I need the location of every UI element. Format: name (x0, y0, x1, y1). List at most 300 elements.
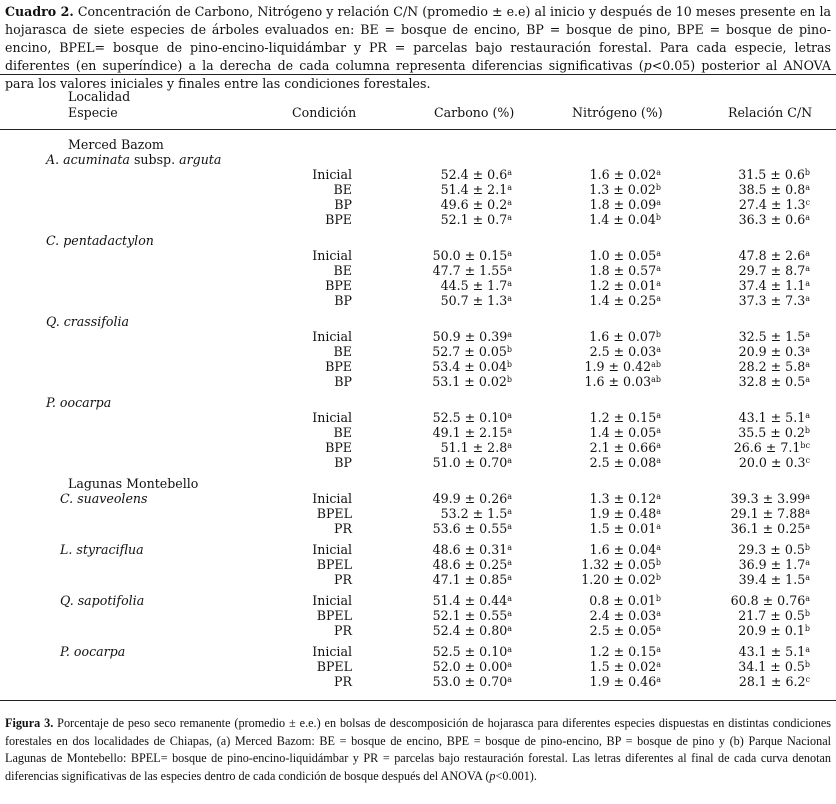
nitrogeno-cell-letter: a (656, 660, 661, 669)
caption-text-end: <0.05) posterior al ANOVA para los valores iniciales y finales entre las condiciones forestales. (5, 58, 832, 91)
relacion-cell-letter: a (805, 183, 810, 192)
carbono-cell-value: 51.1 ± 2.8 (440, 440, 508, 455)
carbono-cell-value: 51.0 ± 0.70 (432, 455, 508, 470)
carbono-cell (433, 521, 512, 537)
carbono-cell-value: 44.5 ± 1.7 (440, 278, 508, 293)
nitrogeno-cell-letter: a (656, 624, 661, 633)
species-suffix-italic: arguta (179, 152, 222, 167)
relacion-cell (739, 374, 810, 390)
nitrogeno-cell-letter: a (656, 507, 661, 516)
relacion-cell (738, 542, 810, 558)
location-label: Lagunas Montebello (68, 476, 199, 491)
condition-cell: BP (334, 197, 352, 212)
nitrogeno-cell-value: 1.3 ± 0.12 (589, 491, 657, 506)
relacion-cell-value: 26.6 ± 7.1 (733, 440, 801, 455)
carbono-cell-letter: a (507, 573, 512, 582)
carbono-cell-value: 48.6 ± 0.31 (432, 542, 508, 557)
nitrogeno-cell-letter: b (655, 558, 661, 567)
nitrogeno-cell-letter: a (656, 345, 661, 354)
carbono-cell (433, 491, 512, 507)
carbono-cell-value: 52.1 ± 0.55 (432, 608, 508, 623)
carbono-cell-letter: a (507, 213, 512, 222)
carbono-cell-value: 52.1 ± 0.7 (440, 212, 508, 227)
relacion-cell (734, 440, 810, 456)
condition-cell: Inicial (312, 248, 352, 263)
nitrogeno-cell-letter: a (656, 249, 661, 258)
carbono-cell (441, 182, 512, 198)
nitrogeno-cell-value: 2.5 ± 0.03 (589, 344, 657, 359)
table-top-rule (0, 74, 836, 75)
nitrogeno-cell-value: 1.0 ± 0.05 (589, 248, 657, 263)
relacion-cell (739, 344, 810, 360)
caption-p: p (643, 58, 652, 73)
nitrogeno-cell-letter: b (655, 183, 661, 192)
nitrogeno-cell (590, 410, 661, 426)
figure-text-end: <0.001). (495, 768, 537, 783)
relacion-cell (739, 248, 810, 264)
nitrogeno-cell (590, 542, 661, 558)
relacion-cell-letter: a (805, 411, 810, 420)
relacion-cell-value: 32.5 ± 1.5 (738, 329, 806, 344)
carbono-cell (433, 644, 512, 660)
carbono-cell-value: 51.4 ± 0.44 (432, 593, 508, 608)
condition-cell: Inicial (312, 542, 352, 557)
location-label: Merced Bazom (68, 137, 164, 152)
relacion-cell (739, 674, 810, 690)
nitrogeno-cell-value: 2.5 ± 0.08 (589, 455, 657, 470)
carbono-cell (441, 212, 512, 228)
species-name: P. oocarpa (46, 395, 112, 410)
nitrogeno-cell (590, 455, 661, 471)
relacion-cell-value: 36.9 ± 1.7 (738, 557, 806, 572)
carbono-cell-letter: a (507, 594, 512, 603)
nitrogeno-cell-letter: a (656, 609, 661, 618)
relacion-cell (739, 329, 810, 345)
carbono-cell (433, 557, 512, 573)
relacion-cell-letter: a (805, 279, 810, 288)
species-name: Q. crassifolia (46, 314, 130, 329)
nitrogeno-cell-letter: a (656, 279, 661, 288)
condition-cell: BPEL (316, 608, 352, 623)
relacion-cell (739, 359, 810, 375)
condition-cell: PR (334, 521, 352, 536)
nitrogeno-cell-value: 2.4 ± 0.03 (589, 608, 657, 623)
relacion-cell (738, 608, 810, 624)
relacion-cell-value: 60.8 ± 0.76 (730, 593, 806, 608)
nitrogeno-cell-letter: a (656, 426, 661, 435)
carbono-cell (432, 344, 512, 360)
relacion-cell-value: 27.4 ± 1.3 (738, 197, 806, 212)
carbono-cell-value: 52.7 ± 0.05 (432, 344, 507, 359)
figure-caption (5, 715, 831, 785)
table-caption (5, 3, 831, 93)
header-nitrogeno: Nitrógeno (%) (572, 105, 663, 120)
relacion-cell (739, 644, 810, 660)
figure-label: Figura 3. (5, 716, 54, 730)
relacion-cell-letter: b (804, 426, 810, 435)
condition-cell: BPEL (316, 506, 352, 521)
carbono-cell-letter: a (507, 294, 512, 303)
carbono-cell (441, 293, 512, 309)
condition-cell: Inicial (312, 410, 352, 425)
relacion-cell-letter: a (805, 213, 810, 222)
nitrogeno-cell (590, 440, 661, 456)
relacion-cell-letter: a (805, 645, 810, 654)
nitrogeno-cell-value: 1.9 ± 0.48 (589, 506, 657, 521)
relacion-cell-letter: c (805, 198, 810, 207)
relacion-cell-letter: a (805, 522, 810, 531)
nitrogeno-cell-value: 1.6 ± 0.02 (589, 167, 657, 182)
relacion-cell-letter: a (805, 594, 810, 603)
relacion-cell-letter: b (804, 624, 810, 633)
carbono-cell (433, 248, 512, 264)
nitrogeno-cell (590, 491, 661, 507)
species-suffix: subsp. (129, 152, 180, 167)
nitrogeno-cell-value: 1.9 ± 0.42 (584, 359, 652, 374)
nitrogeno-cell-value: 1.4 ± 0.05 (589, 425, 657, 440)
nitrogeno-cell-letter: a (656, 675, 661, 684)
relacion-cell-letter: b (804, 543, 810, 552)
carbono-cell-value: 51.4 ± 2.1 (440, 182, 508, 197)
carbono-cell-value: 49.9 ± 0.26 (432, 491, 508, 506)
carbono-cell-value: 50.9 ± 0.39 (432, 329, 508, 344)
relacion-cell-letter: a (805, 492, 810, 501)
carbono-cell-value: 47.7 ± 1.55 (432, 263, 508, 278)
condition-cell: PR (334, 674, 352, 689)
relacion-cell-letter: a (805, 264, 810, 273)
nitrogeno-cell-letter: a (656, 522, 661, 531)
carbono-cell-value: 53.0 ± 0.70 (432, 674, 508, 689)
relacion-cell-letter: a (805, 294, 810, 303)
nitrogeno-cell-value: 0.8 ± 0.01 (589, 593, 656, 608)
nitrogeno-cell (589, 329, 661, 345)
figure-text: Porcentaje de peso seco remanente (promedio ± e.e.) en bolsas de descomposición de hojarasca para diferentes especies dispuestas en distintas condiciones forestales en dos localidades de Chiapas, (a) Merced Bazom: BE = bosque de encino, BPE = bosque de pino-encino, BP = bosque de pino y (b) Parque Nacional Lagunas de Montebello: BPEL= bosque de pino-encino-liquidámbar y PR = parcelas bajo restauración forestal. Las letras diferentes al final de cada curva denotan diferencias significativas de las especies dentro de cada condición de bosque después del ANOVA ( (5, 716, 831, 783)
nitrogeno-cell-letter: a (656, 411, 661, 420)
carbono-cell-letter: a (507, 411, 512, 420)
carbono-cell-value: 53.2 ± 1.5 (440, 506, 508, 521)
table-header-rule (0, 129, 836, 130)
nitrogeno-cell-letter: ab (651, 375, 661, 384)
condition-cell: BPEL (316, 659, 352, 674)
condition-cell: PR (334, 572, 352, 587)
relacion-cell-value: 39.4 ± 1.5 (738, 572, 806, 587)
carbono-cell (433, 425, 512, 441)
carbono-cell-value: 52.4 ± 0.6 (440, 167, 508, 182)
relacion-cell-letter: a (805, 507, 810, 516)
carbono-cell-letter: a (507, 507, 512, 516)
relacion-cell (738, 425, 810, 441)
relacion-cell-letter: b (804, 660, 810, 669)
carbono-cell-value: 47.1 ± 0.85 (432, 572, 508, 587)
relacion-cell-letter: bc (800, 441, 810, 450)
relacion-cell-value: 34.1 ± 0.5 (738, 659, 805, 674)
carbono-cell-value: 52.4 ± 0.80 (432, 623, 508, 638)
nitrogeno-cell-letter: a (656, 456, 661, 465)
nitrogeno-cell-value: 1.6 ± 0.07 (589, 329, 656, 344)
carbono-cell (433, 329, 512, 345)
nitrogeno-cell-letter: b (655, 594, 661, 603)
nitrogeno-cell-value: 1.4 ± 0.25 (589, 293, 657, 308)
relacion-cell (738, 659, 810, 675)
relacion-cell (739, 572, 810, 588)
nitrogeno-cell-value: 1.5 ± 0.02 (589, 659, 657, 674)
nitrogeno-cell-letter: a (656, 492, 661, 501)
condition-cell: BP (334, 293, 352, 308)
carbono-cell-letter: a (507, 522, 512, 531)
relacion-cell-letter: c (805, 456, 810, 465)
nitrogeno-cell (584, 359, 661, 375)
carbono-cell-letter: a (507, 645, 512, 654)
carbono-cell-value: 53.6 ± 0.55 (432, 521, 508, 536)
nitrogeno-cell-value: 1.2 ± 0.15 (589, 644, 657, 659)
carbono-cell-letter: a (507, 675, 512, 684)
carbono-cell (433, 674, 512, 690)
relacion-cell (738, 167, 810, 183)
carbono-cell-value: 52.5 ± 0.10 (432, 644, 508, 659)
condition-cell: BE (333, 344, 352, 359)
relacion-cell-letter: b (804, 168, 810, 177)
condition-cell: BPE (325, 212, 352, 227)
relacion-cell-value: 20.0 ± 0.3 (738, 455, 806, 470)
header-carbono: Carbono (%) (434, 105, 515, 120)
condition-cell: Inicial (312, 644, 352, 659)
nitrogeno-cell-value: 1.3 ± 0.02 (589, 182, 656, 197)
nitrogeno-cell (590, 623, 661, 639)
condition-cell: Inicial (312, 491, 352, 506)
nitrogeno-cell-value: 1.9 ± 0.46 (589, 674, 657, 689)
nitrogeno-cell (589, 593, 661, 609)
table-bottom-rule (0, 700, 836, 701)
condition-cell: BE (333, 425, 352, 440)
species-name: C. suaveolens (60, 491, 148, 506)
relacion-cell-letter: a (805, 345, 810, 354)
relacion-cell (731, 521, 810, 537)
carbono-cell-letter: a (507, 168, 512, 177)
relacion-cell-letter: a (805, 573, 810, 582)
carbono-cell (433, 608, 512, 624)
nitrogeno-cell (590, 167, 661, 183)
relacion-cell-value: 38.5 ± 0.8 (738, 182, 806, 197)
carbono-cell (432, 374, 512, 390)
carbono-cell-letter: a (507, 558, 512, 567)
condition-cell: Inicial (312, 167, 352, 182)
carbono-cell-letter: b (506, 345, 512, 354)
relacion-cell-value: 28.2 ± 5.8 (738, 359, 806, 374)
nitrogeno-cell-letter: a (656, 441, 661, 450)
condition-cell: BPEL (316, 557, 352, 572)
carbono-cell (432, 359, 512, 375)
carbono-cell-letter: a (507, 264, 512, 273)
carbono-cell-letter: a (507, 456, 512, 465)
nitrogeno-cell (590, 674, 661, 690)
relacion-cell-value: 20.9 ± 0.1 (738, 623, 805, 638)
nitrogeno-cell (581, 572, 661, 588)
carbono-cell (433, 263, 512, 279)
relacion-cell-letter: c (805, 675, 810, 684)
species-label (46, 314, 129, 330)
nitrogeno-cell (584, 374, 661, 390)
carbono-cell-letter: a (507, 660, 512, 669)
carbono-cell-letter: a (507, 330, 512, 339)
header-localidad: Localidad (68, 89, 131, 104)
relacion-cell-value: 20.9 ± 0.3 (738, 344, 806, 359)
nitrogeno-cell-letter: a (656, 294, 661, 303)
relacion-cell-value: 31.5 ± 0.6 (738, 167, 805, 182)
relacion-cell-value: 29.3 ± 0.5 (738, 542, 805, 557)
carbono-cell-letter: a (507, 198, 512, 207)
relacion-cell-value: 36.3 ± 0.6 (738, 212, 806, 227)
carbono-cell-value: 52.0 ± 0.00 (432, 659, 508, 674)
nitrogeno-cell-letter: a (656, 543, 661, 552)
nitrogeno-cell-letter: a (656, 168, 661, 177)
condition-cell: BE (333, 182, 352, 197)
carbono-cell (441, 167, 512, 183)
relacion-cell-value: 21.7 ± 0.5 (738, 608, 805, 623)
carbono-cell-value: 49.6 ± 0.2 (440, 197, 508, 212)
carbono-cell-value: 53.1 ± 0.02 (432, 374, 507, 389)
relacion-cell (739, 263, 810, 279)
species-name: P. oocarpa (60, 644, 126, 659)
relacion-cell (739, 455, 810, 471)
carbono-cell-value: 48.6 ± 0.25 (432, 557, 508, 572)
carbono-cell-value: 52.5 ± 0.10 (432, 410, 508, 425)
relacion-cell-value: 28.1 ± 6.2 (738, 674, 806, 689)
carbono-cell (433, 410, 512, 426)
relacion-cell-value: 29.7 ± 8.7 (738, 263, 806, 278)
relacion-cell-value: 37.3 ± 7.3 (738, 293, 806, 308)
relacion-cell (739, 557, 810, 573)
carbono-cell-letter: a (507, 492, 512, 501)
carbono-cell-letter: b (506, 375, 512, 384)
relacion-cell (739, 278, 810, 294)
nitrogeno-cell (590, 248, 661, 264)
condition-cell: BP (334, 374, 352, 389)
nitrogeno-cell-value: 2.5 ± 0.05 (589, 623, 657, 638)
condition-cell: BPE (325, 440, 352, 455)
relacion-cell (731, 491, 810, 507)
relacion-cell-letter: a (805, 558, 810, 567)
relacion-cell (738, 623, 810, 639)
carbono-cell-letter: a (507, 543, 512, 552)
nitrogeno-cell-value: 1.6 ± 0.04 (589, 542, 657, 557)
carbono-cell-letter: a (507, 441, 512, 450)
caption-text: Concentración de Carbono, Nitrógeno y relación C/N (promedio ± e.e) al inicio y después de 10 meses presente en la hojarasca de siete especies de árboles evaluados en: BE = bosque de encino, BP = bosque de pino, BPE = bosque de pino-encino, BPEL= bosque de pino-encino-liquidámbar y PR = parcelas bajo restauración forestal. Para cada especie, letras diferentes (en superíndice) a la derecha de cada columna representa diferencias significativas ( (5, 4, 831, 73)
nitrogeno-cell-letter: a (656, 198, 661, 207)
carbono-cell (441, 278, 512, 294)
nitrogeno-cell-value: 1.2 ± 0.15 (589, 410, 657, 425)
condition-cell: BPE (325, 278, 352, 293)
nitrogeno-cell-letter: ab (651, 360, 661, 369)
carbono-cell-letter: a (507, 183, 512, 192)
carbono-cell-value: 53.4 ± 0.04 (432, 359, 507, 374)
nitrogeno-cell (590, 608, 661, 624)
nitrogeno-cell (590, 659, 661, 675)
carbono-cell-letter: b (506, 360, 512, 369)
species-label (60, 491, 147, 507)
relacion-cell (739, 182, 810, 198)
nitrogeno-cell (590, 344, 661, 360)
species-name: Q. sapotifolia (60, 593, 145, 608)
nitrogeno-cell-value: 1.32 ± 0.05 (581, 557, 656, 572)
header-especie: Especie (68, 105, 118, 120)
nitrogeno-cell-value: 1.4 ± 0.04 (589, 212, 656, 227)
nitrogeno-cell (590, 278, 661, 294)
condition-cell: BE (333, 263, 352, 278)
relacion-cell (739, 212, 810, 228)
relacion-cell-value: 35.5 ± 0.2 (738, 425, 805, 440)
relacion-cell (739, 293, 810, 309)
carbono-cell-letter: a (507, 624, 512, 633)
carbono-cell (433, 542, 512, 558)
relacion-cell-value: 47.8 ± 2.6 (738, 248, 806, 263)
species-name: C. pentadactylon (46, 233, 154, 248)
nitrogeno-cell-value: 2.1 ± 0.66 (589, 440, 657, 455)
header-relacion: Relación C/N (728, 105, 813, 120)
nitrogeno-cell (590, 263, 661, 279)
species-label (60, 644, 125, 660)
species-name: L. styraciflua (60, 542, 144, 557)
relacion-cell-value: 36.1 ± 0.25 (730, 521, 806, 536)
relacion-cell (739, 410, 810, 426)
caption-label: Cuadro 2. (5, 4, 74, 19)
species-label (60, 542, 144, 558)
carbono-cell (433, 455, 512, 471)
condition-cell: Inicial (312, 329, 352, 344)
nitrogeno-cell-value: 1.6 ± 0.03 (584, 374, 652, 389)
relacion-cell (731, 593, 810, 609)
condition-cell: BPE (325, 359, 352, 374)
carbono-cell (433, 623, 512, 639)
relacion-cell (739, 197, 810, 213)
species-label (46, 233, 154, 249)
relacion-cell-value: 32.8 ± 0.5 (738, 374, 806, 389)
nitrogeno-cell-value: 1.20 ± 0.02 (581, 572, 656, 587)
carbono-cell (441, 440, 512, 456)
figure-p: p (489, 768, 496, 783)
carbono-cell (433, 659, 512, 675)
nitrogeno-cell-value: 1.5 ± 0.01 (589, 521, 657, 536)
relacion-cell-value: 43.1 ± 5.1 (738, 410, 806, 425)
relacion-cell-letter: a (805, 249, 810, 258)
relacion-cell-letter: a (805, 330, 810, 339)
relacion-cell-value: 39.3 ± 3.99 (730, 491, 806, 506)
nitrogeno-cell-letter: b (655, 330, 661, 339)
carbono-cell (433, 593, 512, 609)
carbono-cell-letter: a (507, 249, 512, 258)
species-name: A. acuminata (46, 152, 130, 167)
carbono-cell (441, 506, 512, 522)
carbono-cell-value: 50.7 ± 1.3 (440, 293, 508, 308)
relacion-cell-value: 29.1 ± 7.88 (730, 506, 806, 521)
nitrogeno-cell (590, 197, 661, 213)
species-label (60, 593, 144, 609)
nitrogeno-cell (590, 521, 661, 537)
condition-cell: PR (334, 623, 352, 638)
condition-cell: Inicial (312, 593, 352, 608)
species-label (46, 152, 221, 168)
carbono-cell-letter: a (507, 426, 512, 435)
carbono-cell-value: 50.0 ± 0.15 (432, 248, 508, 263)
species-label (46, 395, 111, 411)
nitrogeno-cell (581, 557, 661, 573)
carbono-cell-letter: a (507, 609, 512, 618)
nitrogeno-cell-value: 1.8 ± 0.57 (589, 263, 657, 278)
relacion-cell-letter: b (804, 609, 810, 618)
nitrogeno-cell (589, 182, 661, 198)
nitrogeno-cell (589, 212, 661, 228)
header-condicion: Condición (292, 105, 357, 120)
relacion-cell-letter: a (805, 375, 810, 384)
